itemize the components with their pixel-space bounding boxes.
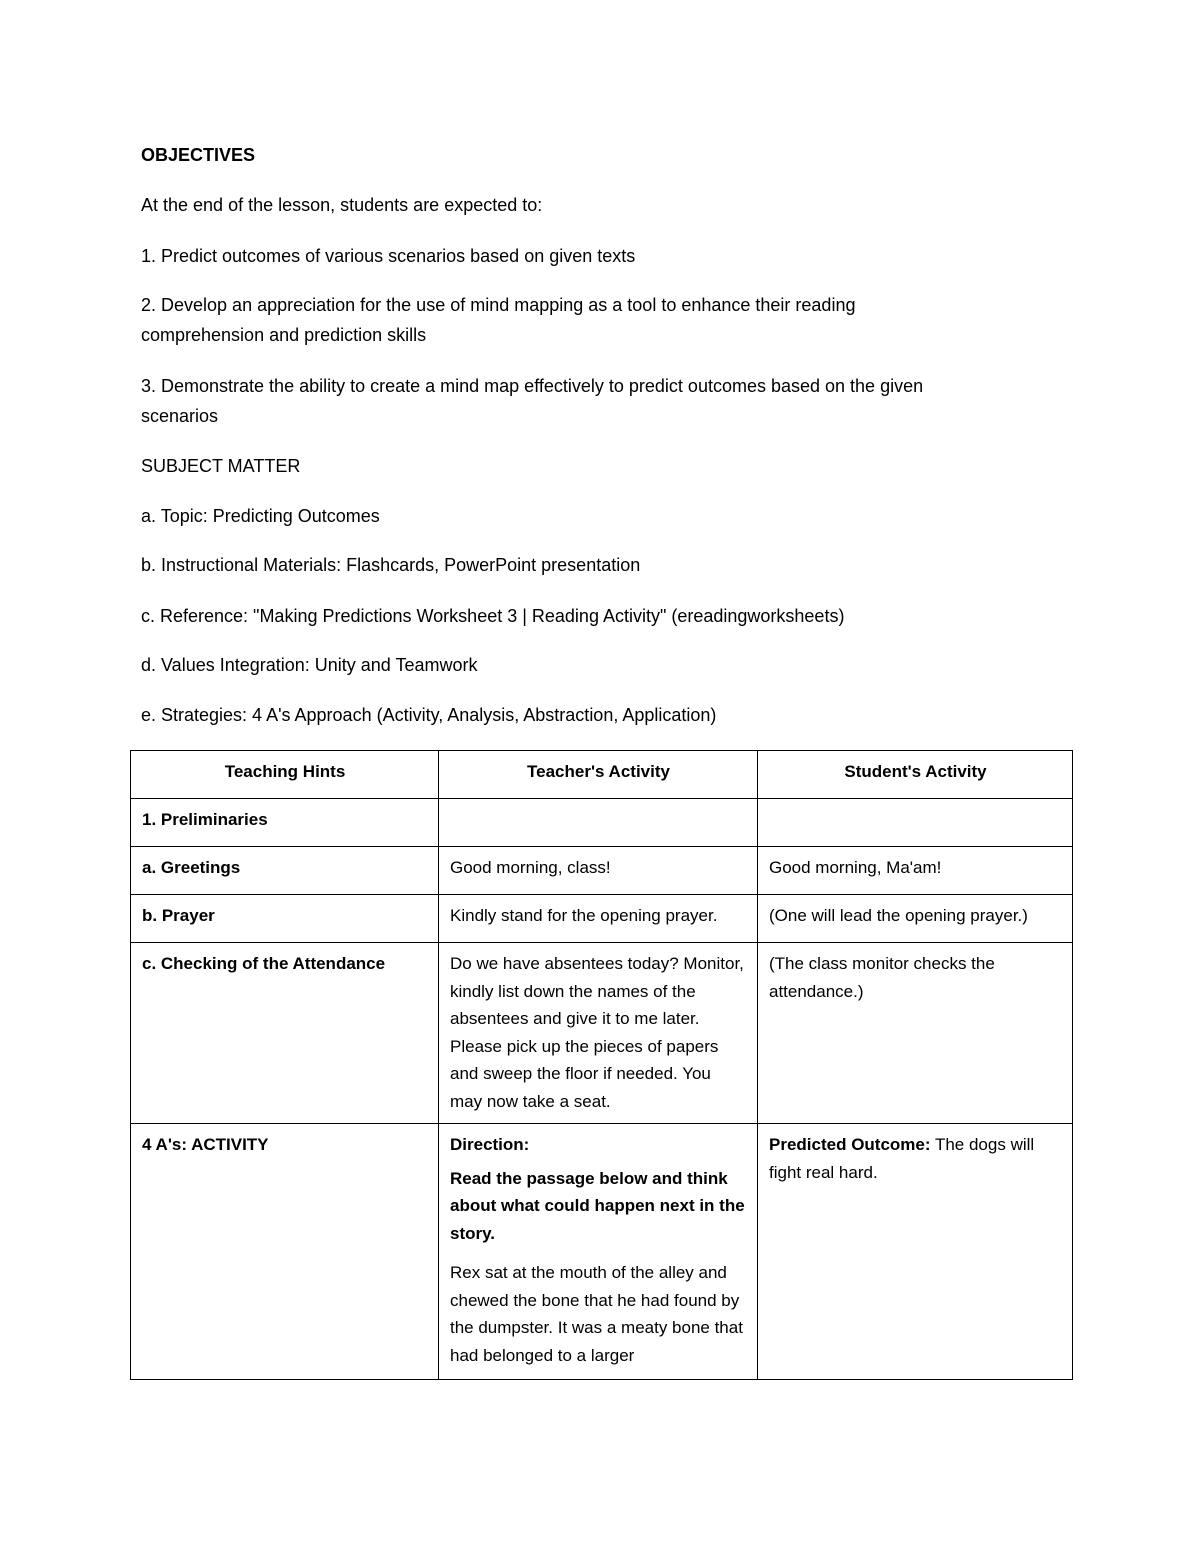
table-row xyxy=(131,847,1073,895)
objective-2-cont: comprehension and prediction skills xyxy=(141,325,427,345)
table-row xyxy=(131,895,1073,943)
table-row-activity xyxy=(131,1124,1073,1380)
objective-1: 1. Predict outcomes of various scenarios based on given texts xyxy=(141,246,636,266)
header-student-activity: Student's Activity xyxy=(758,751,1073,799)
objectives-heading: OBJECTIVES xyxy=(141,145,256,165)
direction-text: Read the passage below and think about what could happen next in the story. xyxy=(450,1168,745,1243)
teacher-cell: Good morning, class! xyxy=(439,847,758,895)
subject-item-reference: c. Reference: "Making Predictions Worksheet 3 | Reading Activity" (ereadingworksheets) xyxy=(141,606,845,626)
header-teacher-activity: Teacher's Activity xyxy=(439,751,758,799)
predicted-outcome-text: The dogs will fight real hard. xyxy=(769,1135,1035,1182)
subject-item-materials: b. Instructional Materials: Flashcards, PowerPoint presentation xyxy=(141,555,641,575)
teacher-cell: Kindly stand for the opening prayer. xyxy=(439,895,758,943)
subject-item-strategies: e. Strategies: 4 A's Approach (Activity, Analysis, Abstraction, Application) xyxy=(141,705,717,725)
student-cell: (One will lead the opening prayer.) xyxy=(758,895,1073,943)
hint-cell-activity: 4 A's: ACTIVITY xyxy=(131,1124,439,1380)
table-row xyxy=(131,943,1073,1124)
hint-cell: a. Greetings xyxy=(131,847,439,895)
teacher-cell: Do we have absentees today? Monitor, kindly list down the names of the absentees and give it to me later. Please pick up the pieces of papers and sweep the floor if needed. You may now take a seat. xyxy=(439,943,758,1124)
hint-cell: 1. Preliminaries xyxy=(131,799,439,847)
objective-3-cont: scenarios xyxy=(141,406,219,426)
objective-2: 2. Develop an appreciation for the use of mind mapping as a tool to enhance their reading xyxy=(141,295,856,315)
student-cell: (The class monitor checks the attendance.) xyxy=(758,943,1073,1124)
table-row xyxy=(131,799,1073,847)
hint-cell: c. Checking of the Attendance xyxy=(131,943,439,1124)
objective-3: 3. Demonstrate the ability to create a mind map effectively to predict outcomes based on the given xyxy=(141,376,924,396)
story-passage: Rex sat at the mouth of the alley and chewed the bone that he had found by the dumpster. It was a meaty bone that had belonged to a larger xyxy=(450,1263,743,1365)
hint-cell: b. Prayer xyxy=(131,895,439,943)
student-cell-activity xyxy=(758,1124,1073,1380)
subject-item-values: d. Values Integration: Unity and Teamwork xyxy=(141,655,478,675)
student-cell: Good morning, Ma'am! xyxy=(758,847,1073,895)
subject-item-topic: a. Topic: Predicting Outcomes xyxy=(141,506,380,526)
student-cell xyxy=(758,799,1073,847)
table-header-row xyxy=(131,751,1073,799)
lesson-plan-table xyxy=(130,750,1073,1380)
direction-label: Direction: xyxy=(450,1135,530,1154)
teacher-cell xyxy=(439,799,758,847)
predicted-outcome-label: Predicted Outcome: xyxy=(769,1135,931,1154)
header-teaching-hints: Teaching Hints xyxy=(131,751,439,799)
subject-matter-heading: SUBJECT MATTER xyxy=(141,456,301,476)
teacher-cell-activity xyxy=(439,1124,758,1380)
objectives-intro: At the end of the lesson, students are expected to: xyxy=(141,195,543,215)
